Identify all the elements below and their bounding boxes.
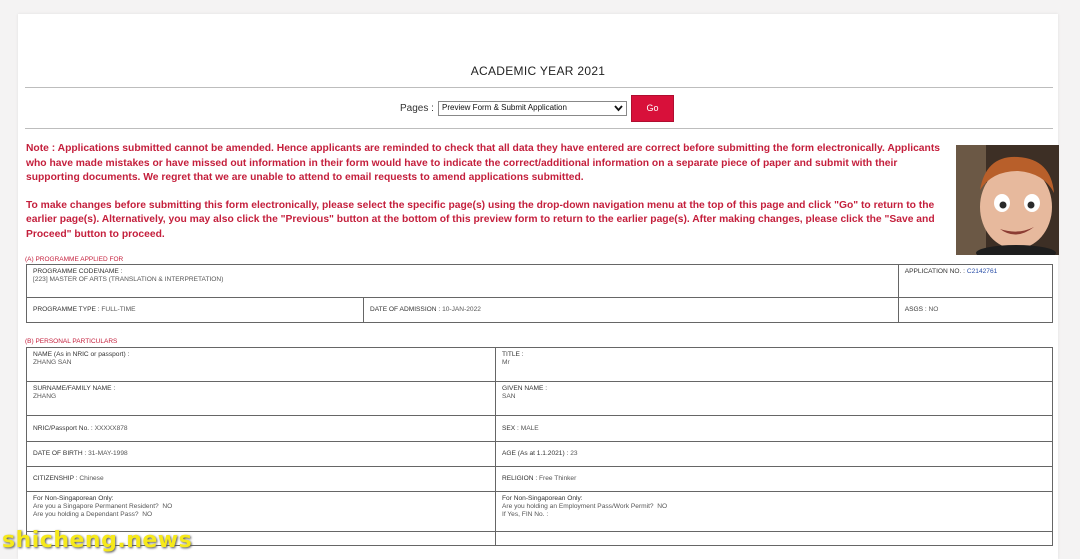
application-no-label: APPLICATION NO. : bbox=[904, 268, 966, 275]
sex-value: MALE bbox=[520, 424, 539, 432]
dob-label: DATE OF BIRTH : bbox=[33, 450, 87, 457]
admission-date-value: 10-JAN-2022 bbox=[442, 306, 481, 313]
admission-date-label: DATE OF ADMISSION : bbox=[370, 306, 441, 313]
section-b-title: (B) PERSONAL PARTICULARS bbox=[25, 338, 118, 345]
dp-answer: NO bbox=[142, 511, 153, 518]
given-name-label: GIVEN NAME : bbox=[502, 385, 548, 392]
ep-answer: NO bbox=[657, 503, 668, 510]
citizenship-label: CITIZENSHIP : bbox=[33, 475, 78, 482]
name-label: NAME (As in NRIC or passport) : bbox=[33, 351, 130, 358]
title-label: TITLE : bbox=[502, 351, 524, 358]
page-title: ACADEMIC YEAR 2021 bbox=[470, 64, 606, 78]
programme-code-label: PROGRAMME CODE\NAME : bbox=[33, 268, 123, 275]
application-no-value: C2142761 bbox=[966, 268, 998, 275]
section-a-title: (A) PROGRAMME APPLIED FOR bbox=[25, 256, 124, 263]
applicant-photo bbox=[956, 145, 1059, 255]
given-name-value: SAN bbox=[502, 393, 516, 400]
pages-dropdown[interactable] bbox=[438, 101, 627, 116]
age-label: AGE (As at 1.1.2021) : bbox=[502, 450, 569, 457]
surname-label: SURNAME/FAMILY NAME : bbox=[33, 385, 116, 392]
asgs-label: ASGS : bbox=[904, 306, 927, 313]
programme-type-value: FULL-TIME bbox=[101, 306, 136, 313]
page-navigation bbox=[18, 94, 1058, 124]
name-value: ZHANG SAN bbox=[33, 359, 72, 366]
age-value: 23 bbox=[570, 450, 578, 457]
note-changes: To make changes before submitting this form electronically, please select the specific page(s) using the drop-down navigation menu at the top of this page and click "Go" to return to the earlier page(s). Alternatively, you may also click the "Previous" button at the bottom of this preview form to return to the earlier page(s). After making changes, please click the "Save and Proceed" button to proceed. bbox=[26, 199, 935, 240]
programme-table bbox=[26, 264, 1053, 323]
pages-dropdown-value: Preview Form & Submit Application bbox=[442, 103, 567, 112]
nric-value: XXXXX878 bbox=[94, 424, 128, 432]
dp-question: Are you holding a Dependant Pass? bbox=[33, 511, 139, 518]
surname-value: ZHANG bbox=[33, 393, 57, 400]
programme-type-label: PROGRAMME TYPE : bbox=[33, 306, 100, 313]
fin-label: If Yes, FIN No. : bbox=[502, 511, 549, 518]
divider bbox=[25, 87, 1053, 88]
non-sg-left-title: For Non-Singaporean Only: bbox=[33, 495, 114, 502]
ep-question: Are you holding an Employment Pass/Work Permit? bbox=[502, 503, 654, 510]
dob-value: 31-MAY-1998 bbox=[88, 450, 128, 457]
citizenship-value: Chinese bbox=[79, 475, 104, 482]
nric-label: NRIC/Passport No. : bbox=[33, 424, 93, 432]
non-sg-right-title: For Non-Singaporean Only: bbox=[502, 495, 583, 502]
asgs-value: NO bbox=[928, 306, 939, 313]
personal-particulars-table bbox=[26, 347, 1053, 546]
pr-answer: NO bbox=[162, 503, 173, 510]
go-button[interactable]: Go bbox=[631, 95, 674, 122]
programme-code-value: [223] MASTER OF ARTS (TRANSLATION & INTERPRETATION) bbox=[33, 276, 224, 283]
watermark: shicheng.news bbox=[2, 528, 193, 553]
pages-label: Pages : bbox=[400, 103, 434, 114]
form-page bbox=[18, 14, 1058, 559]
chevron-down-icon bbox=[614, 105, 623, 112]
pr-question: Are you a Singapore Permanent Resident? bbox=[33, 503, 159, 510]
divider bbox=[25, 128, 1053, 129]
sex-label: SEX : bbox=[502, 424, 519, 432]
note-amendment: Note : Applications submitted cannot be amended. Hence applicants are reminded to check that all data they have entered are correct before submitting the form electronically. Applicants who have made mistakes or have missed out information in their form would have to indicate the correct/additional information on a separate piece of paper and submit with their supporting documents. We regret that we are unable to attend to email requests to amend applications submitted. bbox=[26, 143, 940, 183]
instructions bbox=[26, 142, 948, 255]
title-value: Mr bbox=[502, 359, 510, 366]
religion-value: Free Thinker bbox=[539, 475, 577, 482]
religion-label: RELIGION : bbox=[502, 475, 538, 482]
